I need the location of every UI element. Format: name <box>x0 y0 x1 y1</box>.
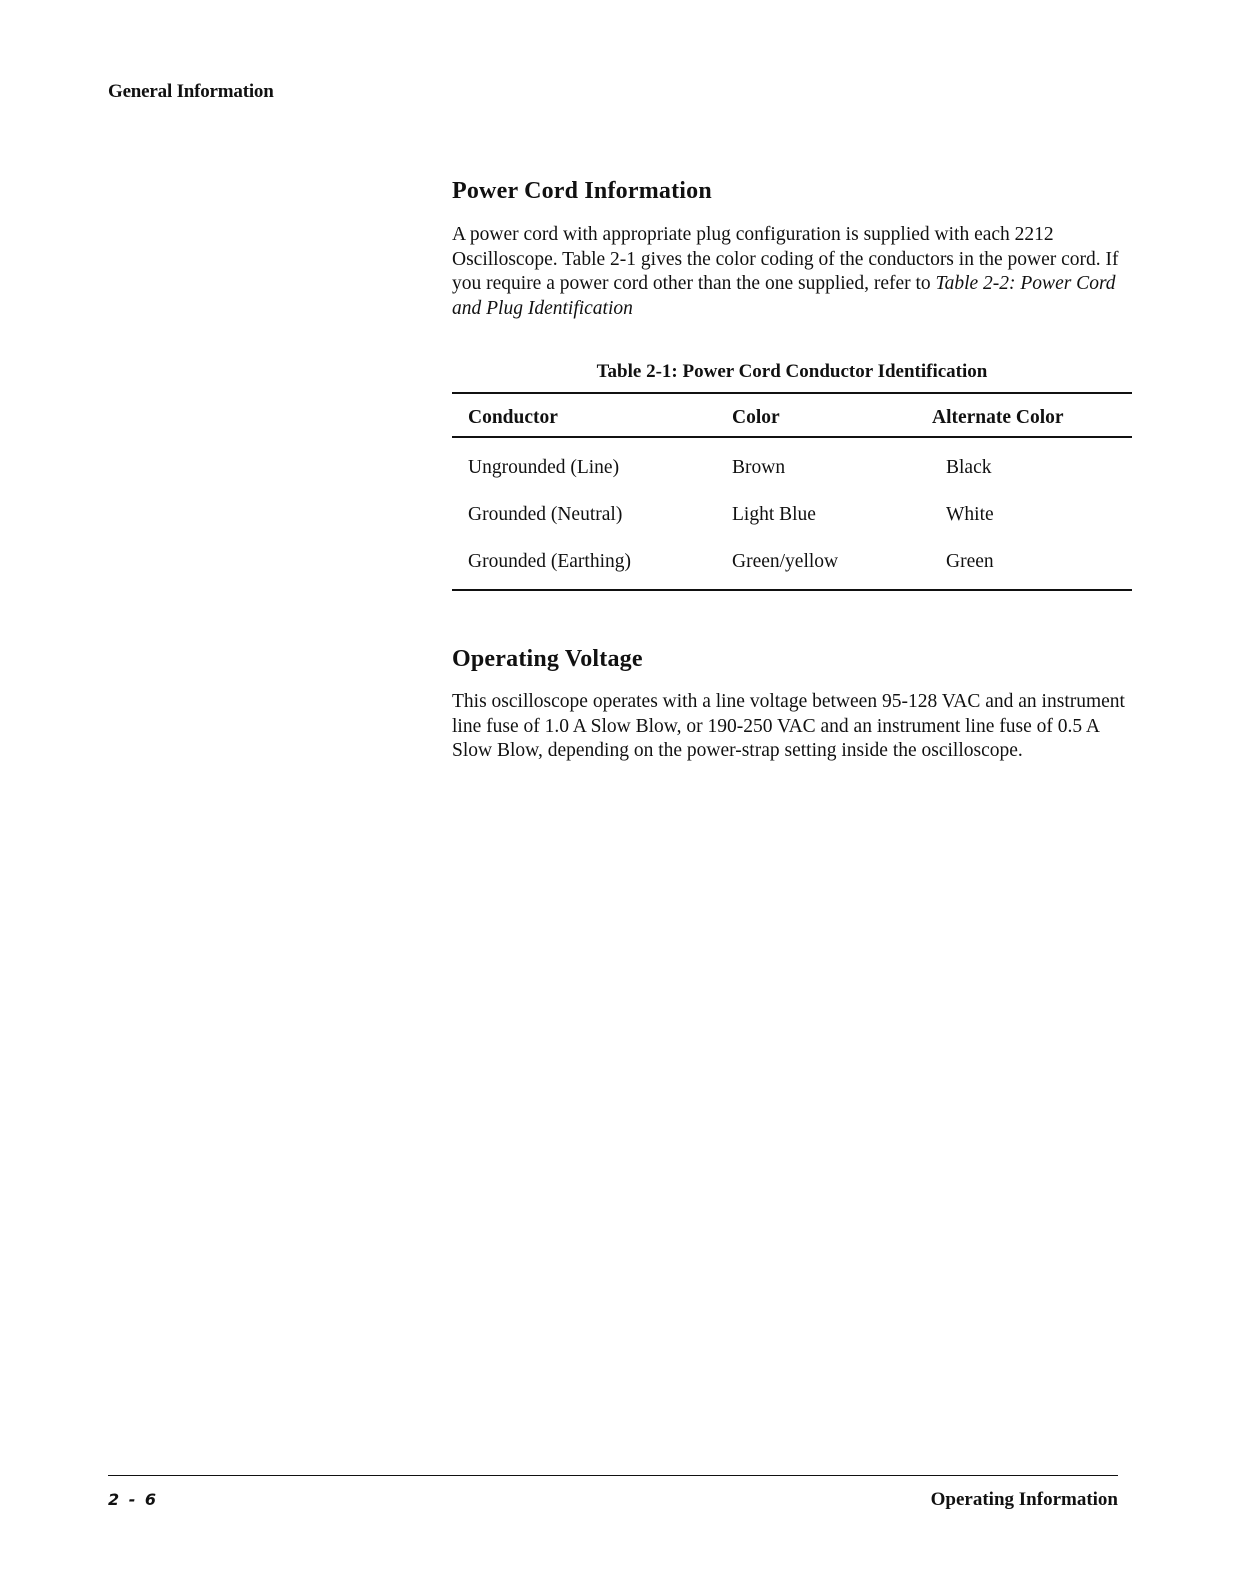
table-row <box>452 538 1132 590</box>
table-row <box>452 437 1132 491</box>
page-number: 2 - 6 <box>108 1490 159 1509</box>
header-color: Color <box>732 393 932 437</box>
cell-color: Brown <box>732 456 786 478</box>
running-head: General Information <box>108 81 274 102</box>
cell-color: Green/yellow <box>732 550 839 572</box>
table-reference: Table 2-2: Power Cord and Plug Identification <box>452 273 1116 319</box>
cell-color: Light Blue <box>732 503 816 525</box>
power-cord-text: A power cord with appropriate plug configuration is supplied with each 2212 Oscilloscope. Table 2-1 gives the color coding of the conductors in the power cord. If you require a power cord other than the one supplied, refer to <box>452 224 1119 294</box>
table-row <box>452 491 1132 538</box>
power-cord-heading: Power Cord Information <box>452 178 712 204</box>
table-header-row <box>452 393 1132 437</box>
conductor-table <box>452 392 1132 591</box>
operating-voltage-heading: Operating Voltage <box>452 646 643 672</box>
footer-rule <box>108 1475 1118 1476</box>
footer-section-title: Operating Information <box>930 1489 1118 1510</box>
main-content <box>452 178 1132 764</box>
header-conductor: Conductor <box>452 393 732 437</box>
cell-conductor: Ungrounded (Line) <box>468 456 620 478</box>
cell-alternate-color: Black <box>946 456 992 478</box>
cell-conductor: Grounded (Neutral) <box>468 503 623 525</box>
header-alternate-color: Alternate Color <box>932 393 1132 437</box>
operating-voltage-paragraph: This oscilloscope operates with a line voltage between 95-128 VAC and an instrument line fuse of 1.0 A Slow Blow, or 190-250 VAC and an instrument line fuse of 0.5 A Slow Blow, depending on the power-strap setting inside the oscilloscope. <box>452 691 1125 761</box>
table-caption: Table 2-1: Power Cord Conductor Identification <box>596 361 988 382</box>
cell-alternate-color: White <box>946 503 994 525</box>
cell-alternate-color: Green <box>946 550 994 572</box>
power-cord-paragraph <box>452 223 1132 321</box>
cell-conductor: Grounded (Earthing) <box>468 550 631 572</box>
